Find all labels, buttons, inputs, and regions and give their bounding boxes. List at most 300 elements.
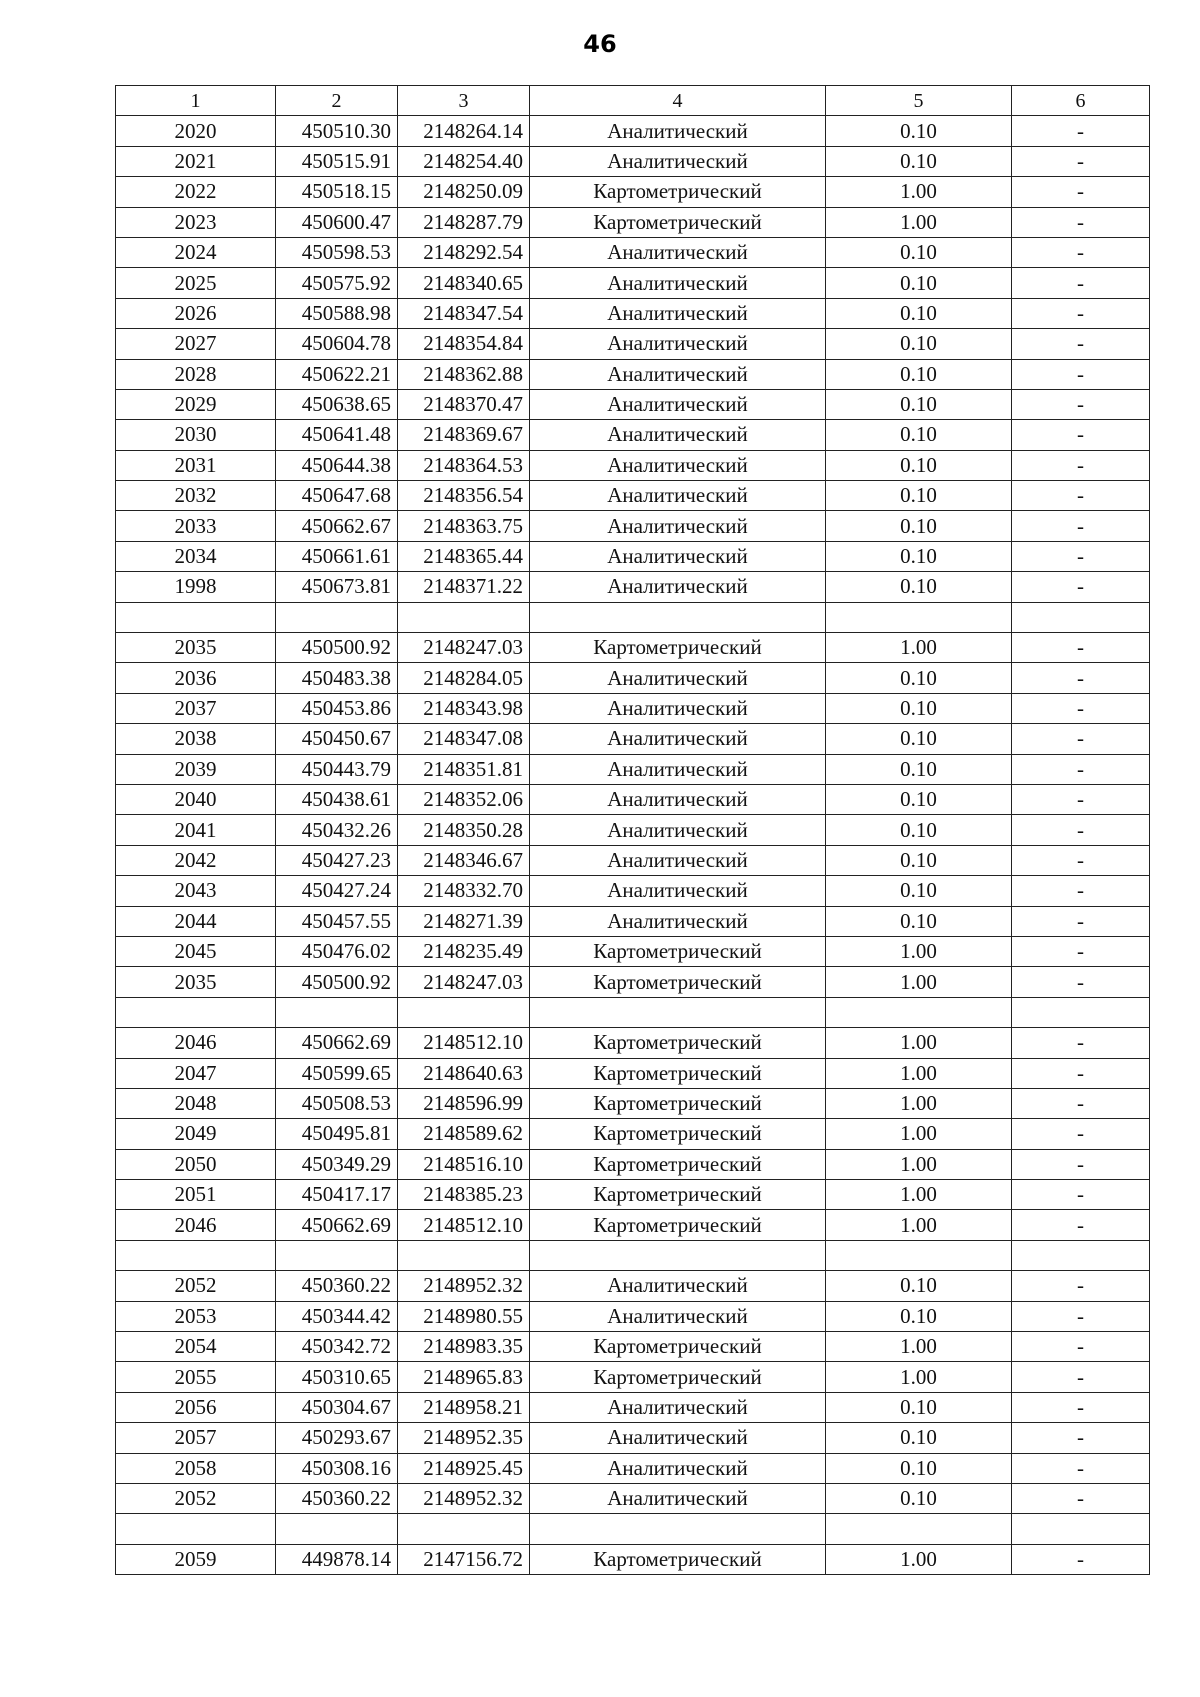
point-number-cell: 2053: [116, 1301, 276, 1331]
x-coordinate-cell: 450349.29: [276, 1149, 398, 1179]
note-cell: -: [1012, 329, 1150, 359]
table-row: [116, 572, 1150, 602]
point-number-cell: 2022: [116, 177, 276, 207]
x-coordinate-cell: 450427.23: [276, 845, 398, 875]
note-cell: -: [1012, 177, 1150, 207]
note-cell: -: [1012, 420, 1150, 450]
x-coordinate-cell: 450495.81: [276, 1119, 398, 1149]
method-cell: Картометрический: [530, 1544, 826, 1574]
y-coordinate-cell: 2148356.54: [398, 481, 530, 511]
note-cell: -: [1012, 237, 1150, 267]
method-cell: Аналитический: [530, 845, 826, 875]
accuracy-cell: 0.10: [826, 1423, 1012, 1453]
separator-row: [116, 602, 1150, 632]
y-coordinate-cell: 2148952.32: [398, 1483, 530, 1513]
method-cell: Аналитический: [530, 146, 826, 176]
x-coordinate-cell: 450599.65: [276, 1058, 398, 1088]
y-coordinate-cell: 2148284.05: [398, 663, 530, 693]
point-number-cell: 2035: [116, 967, 276, 997]
table-row: [116, 1301, 1150, 1331]
table-row: [116, 1149, 1150, 1179]
note-cell: [1012, 602, 1150, 632]
method-cell: Аналитический: [530, 876, 826, 906]
note-cell: -: [1012, 754, 1150, 784]
x-coordinate-cell: 450432.26: [276, 815, 398, 845]
note-cell: -: [1012, 1453, 1150, 1483]
method-cell: Картометрический: [530, 1332, 826, 1362]
accuracy-cell: 0.10: [826, 298, 1012, 328]
point-number-cell: 2046: [116, 1028, 276, 1058]
table-row: [116, 1271, 1150, 1301]
table-row: [116, 541, 1150, 571]
table-row: [116, 116, 1150, 146]
x-coordinate-cell: 450457.55: [276, 906, 398, 936]
note-cell: -: [1012, 967, 1150, 997]
y-coordinate-cell: 2148640.63: [398, 1058, 530, 1088]
accuracy-cell: [826, 1240, 1012, 1270]
x-coordinate-cell: 450518.15: [276, 177, 398, 207]
note-cell: [1012, 997, 1150, 1027]
accuracy-cell: 0.10: [826, 1453, 1012, 1483]
x-coordinate-cell: 450417.17: [276, 1180, 398, 1210]
separator-row: [116, 1514, 1150, 1544]
x-coordinate-cell: 450427.24: [276, 876, 398, 906]
x-coordinate-cell: 450308.16: [276, 1453, 398, 1483]
method-cell: Аналитический: [530, 481, 826, 511]
y-coordinate-cell: [398, 997, 530, 1027]
method-cell: Аналитический: [530, 754, 826, 784]
column-header-6: 6: [1012, 86, 1150, 116]
accuracy-cell: 0.10: [826, 237, 1012, 267]
note-cell: -: [1012, 1423, 1150, 1453]
note-cell: -: [1012, 511, 1150, 541]
x-coordinate-cell: [276, 1240, 398, 1270]
point-number-cell: 2049: [116, 1119, 276, 1149]
note-cell: -: [1012, 541, 1150, 571]
x-coordinate-cell: 450510.30: [276, 116, 398, 146]
note-cell: -: [1012, 1119, 1150, 1149]
point-number-cell: 2045: [116, 936, 276, 966]
point-number-cell: [116, 1240, 276, 1270]
point-number-cell: 2052: [116, 1271, 276, 1301]
table-row: [116, 207, 1150, 237]
x-coordinate-cell: 449878.14: [276, 1544, 398, 1574]
point-number-cell: 2051: [116, 1180, 276, 1210]
method-cell: Картометрический: [530, 1180, 826, 1210]
accuracy-cell: 1.00: [826, 1149, 1012, 1179]
x-coordinate-cell: 450588.98: [276, 298, 398, 328]
note-cell: -: [1012, 268, 1150, 298]
method-cell: Картометрический: [530, 207, 826, 237]
method-cell: Аналитический: [530, 663, 826, 693]
y-coordinate-cell: 2148589.62: [398, 1119, 530, 1149]
accuracy-cell: 1.00: [826, 1210, 1012, 1240]
table-row: [116, 663, 1150, 693]
accuracy-cell: 1.00: [826, 177, 1012, 207]
method-cell: Аналитический: [530, 784, 826, 814]
point-number-cell: 2046: [116, 1210, 276, 1240]
y-coordinate-cell: 2148347.54: [398, 298, 530, 328]
method-cell: Аналитический: [530, 389, 826, 419]
note-cell: -: [1012, 663, 1150, 693]
method-cell: Аналитический: [530, 237, 826, 267]
table-row: [116, 329, 1150, 359]
y-coordinate-cell: 2148247.03: [398, 967, 530, 997]
table-row: [116, 420, 1150, 450]
note-cell: -: [1012, 298, 1150, 328]
page-number: 46: [583, 30, 617, 58]
method-cell: Аналитический: [530, 1483, 826, 1513]
table-row: [116, 298, 1150, 328]
y-coordinate-cell: 2148247.03: [398, 633, 530, 663]
method-cell: Аналитический: [530, 1271, 826, 1301]
method-cell: Картометрический: [530, 1149, 826, 1179]
accuracy-cell: [826, 602, 1012, 632]
x-coordinate-cell: 450662.69: [276, 1210, 398, 1240]
accuracy-cell: 0.10: [826, 754, 1012, 784]
y-coordinate-cell: 2148958.21: [398, 1392, 530, 1422]
point-number-cell: 2032: [116, 481, 276, 511]
point-number-cell: 1998: [116, 572, 276, 602]
point-number-cell: 2055: [116, 1362, 276, 1392]
x-coordinate-cell: 450644.38: [276, 450, 398, 480]
x-coordinate-cell: 450600.47: [276, 207, 398, 237]
point-number-cell: 2034: [116, 541, 276, 571]
method-cell: Картометрический: [530, 967, 826, 997]
x-coordinate-cell: 450310.65: [276, 1362, 398, 1392]
y-coordinate-cell: 2148370.47: [398, 389, 530, 419]
table-row: [116, 1119, 1150, 1149]
x-coordinate-cell: 450673.81: [276, 572, 398, 602]
table-row: [116, 177, 1150, 207]
note-cell: -: [1012, 1301, 1150, 1331]
column-header-1: 1: [116, 86, 276, 116]
note-cell: -: [1012, 1088, 1150, 1118]
column-header-4: 4: [530, 86, 826, 116]
x-coordinate-cell: 450360.22: [276, 1271, 398, 1301]
y-coordinate-cell: 2148346.67: [398, 845, 530, 875]
table-row: [116, 936, 1150, 966]
note-cell: [1012, 1514, 1150, 1544]
y-coordinate-cell: 2148952.32: [398, 1271, 530, 1301]
point-number-cell: 2039: [116, 754, 276, 784]
note-cell: -: [1012, 481, 1150, 511]
table-row: [116, 1058, 1150, 1088]
table-body: [116, 116, 1150, 1575]
point-number-cell: 2043: [116, 876, 276, 906]
point-number-cell: 2028: [116, 359, 276, 389]
note-cell: -: [1012, 784, 1150, 814]
accuracy-cell: 0.10: [826, 845, 1012, 875]
method-cell: Аналитический: [530, 268, 826, 298]
column-header-5: 5: [826, 86, 1012, 116]
point-number-cell: 2038: [116, 724, 276, 754]
point-number-cell: 2020: [116, 116, 276, 146]
method-cell: Аналитический: [530, 693, 826, 723]
accuracy-cell: 0.10: [826, 693, 1012, 723]
point-number-cell: 2048: [116, 1088, 276, 1118]
x-coordinate-cell: 450342.72: [276, 1332, 398, 1362]
method-cell: Аналитический: [530, 572, 826, 602]
x-coordinate-cell: 450604.78: [276, 329, 398, 359]
x-coordinate-cell: 450500.92: [276, 633, 398, 663]
method-cell: Аналитический: [530, 329, 826, 359]
point-number-cell: 2033: [116, 511, 276, 541]
x-coordinate-cell: 450483.38: [276, 663, 398, 693]
separator-row: [116, 1240, 1150, 1270]
method-cell: Аналитический: [530, 1423, 826, 1453]
method-cell: Картометрический: [530, 1058, 826, 1088]
y-coordinate-cell: [398, 602, 530, 632]
x-coordinate-cell: 450476.02: [276, 936, 398, 966]
table-row: [116, 693, 1150, 723]
accuracy-cell: 1.00: [826, 1119, 1012, 1149]
table-row: [116, 1392, 1150, 1422]
table-row: [116, 724, 1150, 754]
accuracy-cell: 0.10: [826, 784, 1012, 814]
note-cell: -: [1012, 1483, 1150, 1513]
y-coordinate-cell: 2148352.06: [398, 784, 530, 814]
point-number-cell: 2021: [116, 146, 276, 176]
accuracy-cell: 0.10: [826, 815, 1012, 845]
method-cell: Аналитический: [530, 724, 826, 754]
method-cell: Аналитический: [530, 1392, 826, 1422]
table-row: [116, 237, 1150, 267]
method-cell: Аналитический: [530, 1301, 826, 1331]
accuracy-cell: 0.10: [826, 481, 1012, 511]
note-cell: -: [1012, 1058, 1150, 1088]
x-coordinate-cell: 450638.65: [276, 389, 398, 419]
y-coordinate-cell: [398, 1240, 530, 1270]
x-coordinate-cell: 450500.92: [276, 967, 398, 997]
y-coordinate-cell: 2147156.72: [398, 1544, 530, 1574]
y-coordinate-cell: 2148354.84: [398, 329, 530, 359]
accuracy-cell: 1.00: [826, 1332, 1012, 1362]
point-number-cell: 2056: [116, 1392, 276, 1422]
table-header: [116, 86, 1150, 116]
point-number-cell: 2042: [116, 845, 276, 875]
method-cell: Аналитический: [530, 116, 826, 146]
y-coordinate-cell: 2148365.44: [398, 541, 530, 571]
y-coordinate-cell: 2148292.54: [398, 237, 530, 267]
table-row: [116, 1332, 1150, 1362]
note-cell: -: [1012, 1271, 1150, 1301]
y-coordinate-cell: 2148925.45: [398, 1453, 530, 1483]
x-coordinate-cell: 450438.61: [276, 784, 398, 814]
y-coordinate-cell: 2148980.55: [398, 1301, 530, 1331]
method-cell: Картометрический: [530, 1210, 826, 1240]
note-cell: -: [1012, 1544, 1150, 1574]
x-coordinate-cell: 450508.53: [276, 1088, 398, 1118]
point-number-cell: [116, 997, 276, 1027]
y-coordinate-cell: 2148363.75: [398, 511, 530, 541]
method-cell: Картометрический: [530, 936, 826, 966]
x-coordinate-cell: 450647.68: [276, 481, 398, 511]
point-number-cell: 2059: [116, 1544, 276, 1574]
point-number-cell: 2040: [116, 784, 276, 814]
accuracy-cell: 0.10: [826, 359, 1012, 389]
y-coordinate-cell: 2148343.98: [398, 693, 530, 723]
y-coordinate-cell: 2148340.65: [398, 268, 530, 298]
y-coordinate-cell: 2148516.10: [398, 1149, 530, 1179]
accuracy-cell: 1.00: [826, 1088, 1012, 1118]
point-number-cell: 2057: [116, 1423, 276, 1453]
y-coordinate-cell: 2148351.81: [398, 754, 530, 784]
y-coordinate-cell: 2148512.10: [398, 1210, 530, 1240]
coordinates-table: [115, 85, 1150, 1575]
point-number-cell: [116, 602, 276, 632]
table-row: [116, 1453, 1150, 1483]
table-row: [116, 633, 1150, 663]
x-coordinate-cell: 450662.69: [276, 1028, 398, 1058]
note-cell: -: [1012, 876, 1150, 906]
accuracy-cell: 1.00: [826, 1362, 1012, 1392]
y-coordinate-cell: 2148364.53: [398, 450, 530, 480]
note-cell: -: [1012, 906, 1150, 936]
y-coordinate-cell: 2148965.83: [398, 1362, 530, 1392]
point-number-cell: 2023: [116, 207, 276, 237]
x-coordinate-cell: 450360.22: [276, 1483, 398, 1513]
accuracy-cell: 0.10: [826, 906, 1012, 936]
x-coordinate-cell: 450641.48: [276, 420, 398, 450]
point-number-cell: 2035: [116, 633, 276, 663]
method-cell: Аналитический: [530, 359, 826, 389]
accuracy-cell: 0.10: [826, 1271, 1012, 1301]
x-coordinate-cell: 450622.21: [276, 359, 398, 389]
table-row: [116, 1483, 1150, 1513]
note-cell: -: [1012, 207, 1150, 237]
x-coordinate-cell: 450575.92: [276, 268, 398, 298]
note-cell: -: [1012, 146, 1150, 176]
point-number-cell: 2030: [116, 420, 276, 450]
point-number-cell: 2054: [116, 1332, 276, 1362]
point-number-cell: 2029: [116, 389, 276, 419]
accuracy-cell: 1.00: [826, 1028, 1012, 1058]
accuracy-cell: 0.10: [826, 724, 1012, 754]
table-row: [116, 845, 1150, 875]
y-coordinate-cell: 2148264.14: [398, 116, 530, 146]
note-cell: -: [1012, 1149, 1150, 1179]
point-number-cell: 2031: [116, 450, 276, 480]
accuracy-cell: 0.10: [826, 420, 1012, 450]
y-coordinate-cell: 2148362.88: [398, 359, 530, 389]
y-coordinate-cell: 2148332.70: [398, 876, 530, 906]
method-cell: [530, 602, 826, 632]
note-cell: -: [1012, 936, 1150, 966]
accuracy-cell: 0.10: [826, 389, 1012, 419]
point-number-cell: 2027: [116, 329, 276, 359]
table-row: [116, 1088, 1150, 1118]
accuracy-cell: 1.00: [826, 633, 1012, 663]
accuracy-cell: 0.10: [826, 268, 1012, 298]
method-cell: Аналитический: [530, 906, 826, 936]
accuracy-cell: 0.10: [826, 511, 1012, 541]
separator-row: [116, 997, 1150, 1027]
table-row: [116, 815, 1150, 845]
method-cell: Картометрический: [530, 1028, 826, 1058]
y-coordinate-cell: 2148235.49: [398, 936, 530, 966]
point-number-cell: 2050: [116, 1149, 276, 1179]
accuracy-cell: 0.10: [826, 1301, 1012, 1331]
point-number-cell: 2058: [116, 1453, 276, 1483]
y-coordinate-cell: 2148254.40: [398, 146, 530, 176]
accuracy-cell: [826, 1514, 1012, 1544]
x-coordinate-cell: 450344.42: [276, 1301, 398, 1331]
accuracy-cell: 1.00: [826, 936, 1012, 966]
point-number-cell: 2024: [116, 237, 276, 267]
note-cell: [1012, 1240, 1150, 1270]
y-coordinate-cell: 2148952.35: [398, 1423, 530, 1453]
table-row: [116, 389, 1150, 419]
table-row: [116, 146, 1150, 176]
note-cell: -: [1012, 1332, 1150, 1362]
method-cell: Картометрический: [530, 177, 826, 207]
accuracy-cell: 0.10: [826, 146, 1012, 176]
column-header-2: 2: [276, 86, 398, 116]
note-cell: -: [1012, 1028, 1150, 1058]
note-cell: -: [1012, 450, 1150, 480]
table-row: [116, 1028, 1150, 1058]
point-number-cell: [116, 1514, 276, 1544]
x-coordinate-cell: [276, 602, 398, 632]
y-coordinate-cell: 2148512.10: [398, 1028, 530, 1058]
table-row: [116, 511, 1150, 541]
x-coordinate-cell: 450515.91: [276, 146, 398, 176]
column-header-3: 3: [398, 86, 530, 116]
accuracy-cell: 0.10: [826, 876, 1012, 906]
note-cell: -: [1012, 693, 1150, 723]
point-number-cell: 2037: [116, 693, 276, 723]
table-row: [116, 754, 1150, 784]
point-number-cell: 2041: [116, 815, 276, 845]
table-row: [116, 268, 1150, 298]
accuracy-cell: 0.10: [826, 116, 1012, 146]
note-cell: -: [1012, 359, 1150, 389]
table-row: [116, 906, 1150, 936]
note-cell: -: [1012, 633, 1150, 663]
header-row: [116, 86, 1150, 116]
accuracy-cell: 0.10: [826, 541, 1012, 571]
note-cell: -: [1012, 572, 1150, 602]
table-row: [116, 784, 1150, 814]
x-coordinate-cell: [276, 997, 398, 1027]
method-cell: Картометрический: [530, 633, 826, 663]
table-row: [116, 1362, 1150, 1392]
table-row: [116, 481, 1150, 511]
y-coordinate-cell: 2148371.22: [398, 572, 530, 602]
accuracy-cell: 0.10: [826, 663, 1012, 693]
y-coordinate-cell: 2148271.39: [398, 906, 530, 936]
note-cell: -: [1012, 389, 1150, 419]
x-coordinate-cell: 450293.67: [276, 1423, 398, 1453]
method-cell: Аналитический: [530, 450, 826, 480]
y-coordinate-cell: 2148250.09: [398, 177, 530, 207]
table-row: [116, 967, 1150, 997]
accuracy-cell: 0.10: [826, 329, 1012, 359]
method-cell: Аналитический: [530, 298, 826, 328]
point-number-cell: 2026: [116, 298, 276, 328]
method-cell: Аналитический: [530, 815, 826, 845]
x-coordinate-cell: 450453.86: [276, 693, 398, 723]
x-coordinate-cell: 450662.67: [276, 511, 398, 541]
table-row: [116, 876, 1150, 906]
table-row: [116, 1180, 1150, 1210]
note-cell: -: [1012, 1362, 1150, 1392]
accuracy-cell: 1.00: [826, 207, 1012, 237]
y-coordinate-cell: 2148287.79: [398, 207, 530, 237]
note-cell: -: [1012, 815, 1150, 845]
table-row: [116, 1423, 1150, 1453]
